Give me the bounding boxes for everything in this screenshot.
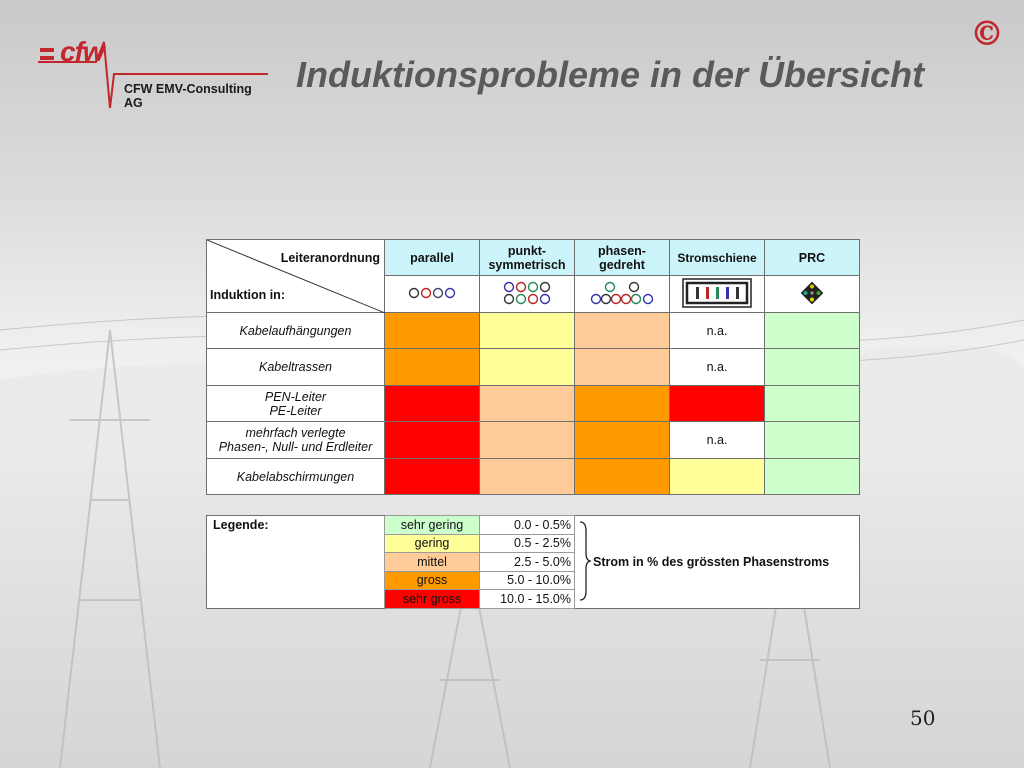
column-header-text: Stromschiene [677, 250, 757, 265]
legend-swatch-medium: mittel [385, 553, 480, 572]
column-header-text: phasen- [598, 243, 646, 258]
legend-range-very-high: 10.0 - 15.0% [480, 590, 575, 609]
company-name: CFW EMV-Consulting AG [124, 82, 252, 110]
cell-shields-prc [765, 459, 860, 495]
legend-swatch-high: gross [385, 571, 480, 590]
legend-brace-icon [578, 521, 592, 601]
cell-shields-busbar [670, 459, 765, 495]
induction-overview-table [206, 239, 860, 495]
cell-cable-trays-point-symmetric [480, 349, 575, 386]
row-label-line: mehrfach verlegte [245, 426, 346, 440]
cell-multiple-point-symmetric [480, 422, 575, 459]
cell-cable-trays-parallel [385, 349, 480, 386]
row-label-cable-hangers: Kabelaufhängungen [207, 313, 385, 349]
page-title: Induktionsprobleme in der Übersicht [296, 54, 925, 95]
legend-title: Legende: [207, 516, 385, 535]
table-corner-cell [207, 240, 385, 313]
cell-cable-trays-prc [765, 349, 860, 386]
cell-cable-hangers-parallel [385, 313, 480, 349]
legend-note: Strom in % des grössten Phasenstroms [575, 553, 860, 572]
legend-spacer [207, 534, 385, 553]
cell-cable-hangers-point-symmetric [480, 313, 575, 349]
row-label-pen-conductor [207, 386, 385, 422]
icon-cell-phase-rotated [575, 276, 670, 313]
table-row [207, 459, 860, 495]
legend-swatch-low: gering [385, 534, 480, 553]
table-row [207, 313, 860, 349]
page-number: 50 [910, 706, 936, 730]
row-label-cable-trays: Kabeltrassen [207, 349, 385, 386]
table-row [207, 422, 860, 459]
cell-pen-phase-rotated [575, 386, 670, 422]
table-row [207, 349, 860, 386]
cell-multiple-phase-rotated [575, 422, 670, 459]
cell-multiple-prc [765, 422, 860, 459]
column-header-phase-rotated [575, 240, 670, 276]
icon-cell-prc [765, 276, 860, 313]
cell-multiple-parallel [385, 422, 480, 459]
prc-icon [799, 280, 825, 306]
column-header-text: parallel [410, 250, 454, 265]
phase-rotated-conductors-icon [590, 280, 654, 306]
column-header-point-symmetric [480, 240, 575, 276]
legend-table [206, 515, 860, 609]
company-logo [38, 38, 268, 110]
cell-pen-prc [765, 386, 860, 422]
legend-spacer [207, 571, 385, 590]
row-label-line: Phasen-, Null- und Erdleiter [218, 440, 373, 454]
column-header-text: symmetrisch [488, 257, 566, 272]
icon-cell-point-symmetric [480, 276, 575, 313]
row-label-line: PEN-Leiter [264, 389, 327, 404]
column-header-parallel [385, 240, 480, 276]
row-label-multiple-conductors [207, 422, 385, 459]
cell-shields-phase-rotated [575, 459, 670, 495]
cell-cable-trays-phase-rotated [575, 349, 670, 386]
cell-cable-hangers-prc [765, 313, 860, 349]
row-label-line: PE-Leiter [269, 403, 322, 418]
column-header-text: PRC [798, 250, 826, 265]
corner-label-induction-in: Induktion in: [210, 288, 285, 302]
corner-label-conductor-arrangement: Leiteranordnung [280, 251, 380, 265]
parallel-conductors-icon [408, 286, 456, 300]
legend-swatch-very-high: sehr gross [385, 590, 480, 609]
legend-range-very-low: 0.0 - 0.5% [480, 516, 575, 535]
cell-pen-parallel [385, 386, 480, 422]
cell-cable-hangers-phase-rotated [575, 313, 670, 349]
icon-cell-busbar [670, 276, 765, 313]
column-header-prc [765, 240, 860, 276]
legend-spacer [207, 590, 385, 609]
point-symmetric-conductors-icon [503, 280, 551, 306]
cell-shields-point-symmetric [480, 459, 575, 495]
legend-note-spacer [575, 516, 860, 535]
column-header-busbar [670, 240, 765, 276]
copyright-symbol: © [970, 14, 1004, 54]
busbar-icon [682, 278, 752, 308]
cell-pen-point-symmetric [480, 386, 575, 422]
column-header-text: punkt- [507, 243, 547, 258]
cell-cable-trays-busbar: n.a. [670, 349, 765, 386]
legend-note-spacer [575, 534, 860, 553]
legend-spacer [207, 553, 385, 572]
column-header-text: gedreht [599, 257, 645, 272]
logo-wordmark: cfw [60, 36, 104, 67]
legend-range-low: 0.5 - 2.5% [480, 534, 575, 553]
legend-swatch-very-low: sehr gering [385, 516, 480, 535]
cell-pen-busbar [670, 386, 765, 422]
legend-note-spacer [575, 571, 860, 590]
cell-multiple-busbar: n.a. [670, 422, 765, 459]
table-row [207, 386, 860, 422]
cell-cable-hangers-busbar: n.a. [670, 313, 765, 349]
row-label-cable-shields: Kabelabschirmungen [207, 459, 385, 495]
legend-note-spacer [575, 590, 860, 609]
icon-cell-parallel [385, 276, 480, 313]
legend-range-medium: 2.5 - 5.0% [480, 553, 575, 572]
cell-shields-parallel [385, 459, 480, 495]
legend-range-high: 5.0 - 10.0% [480, 571, 575, 590]
